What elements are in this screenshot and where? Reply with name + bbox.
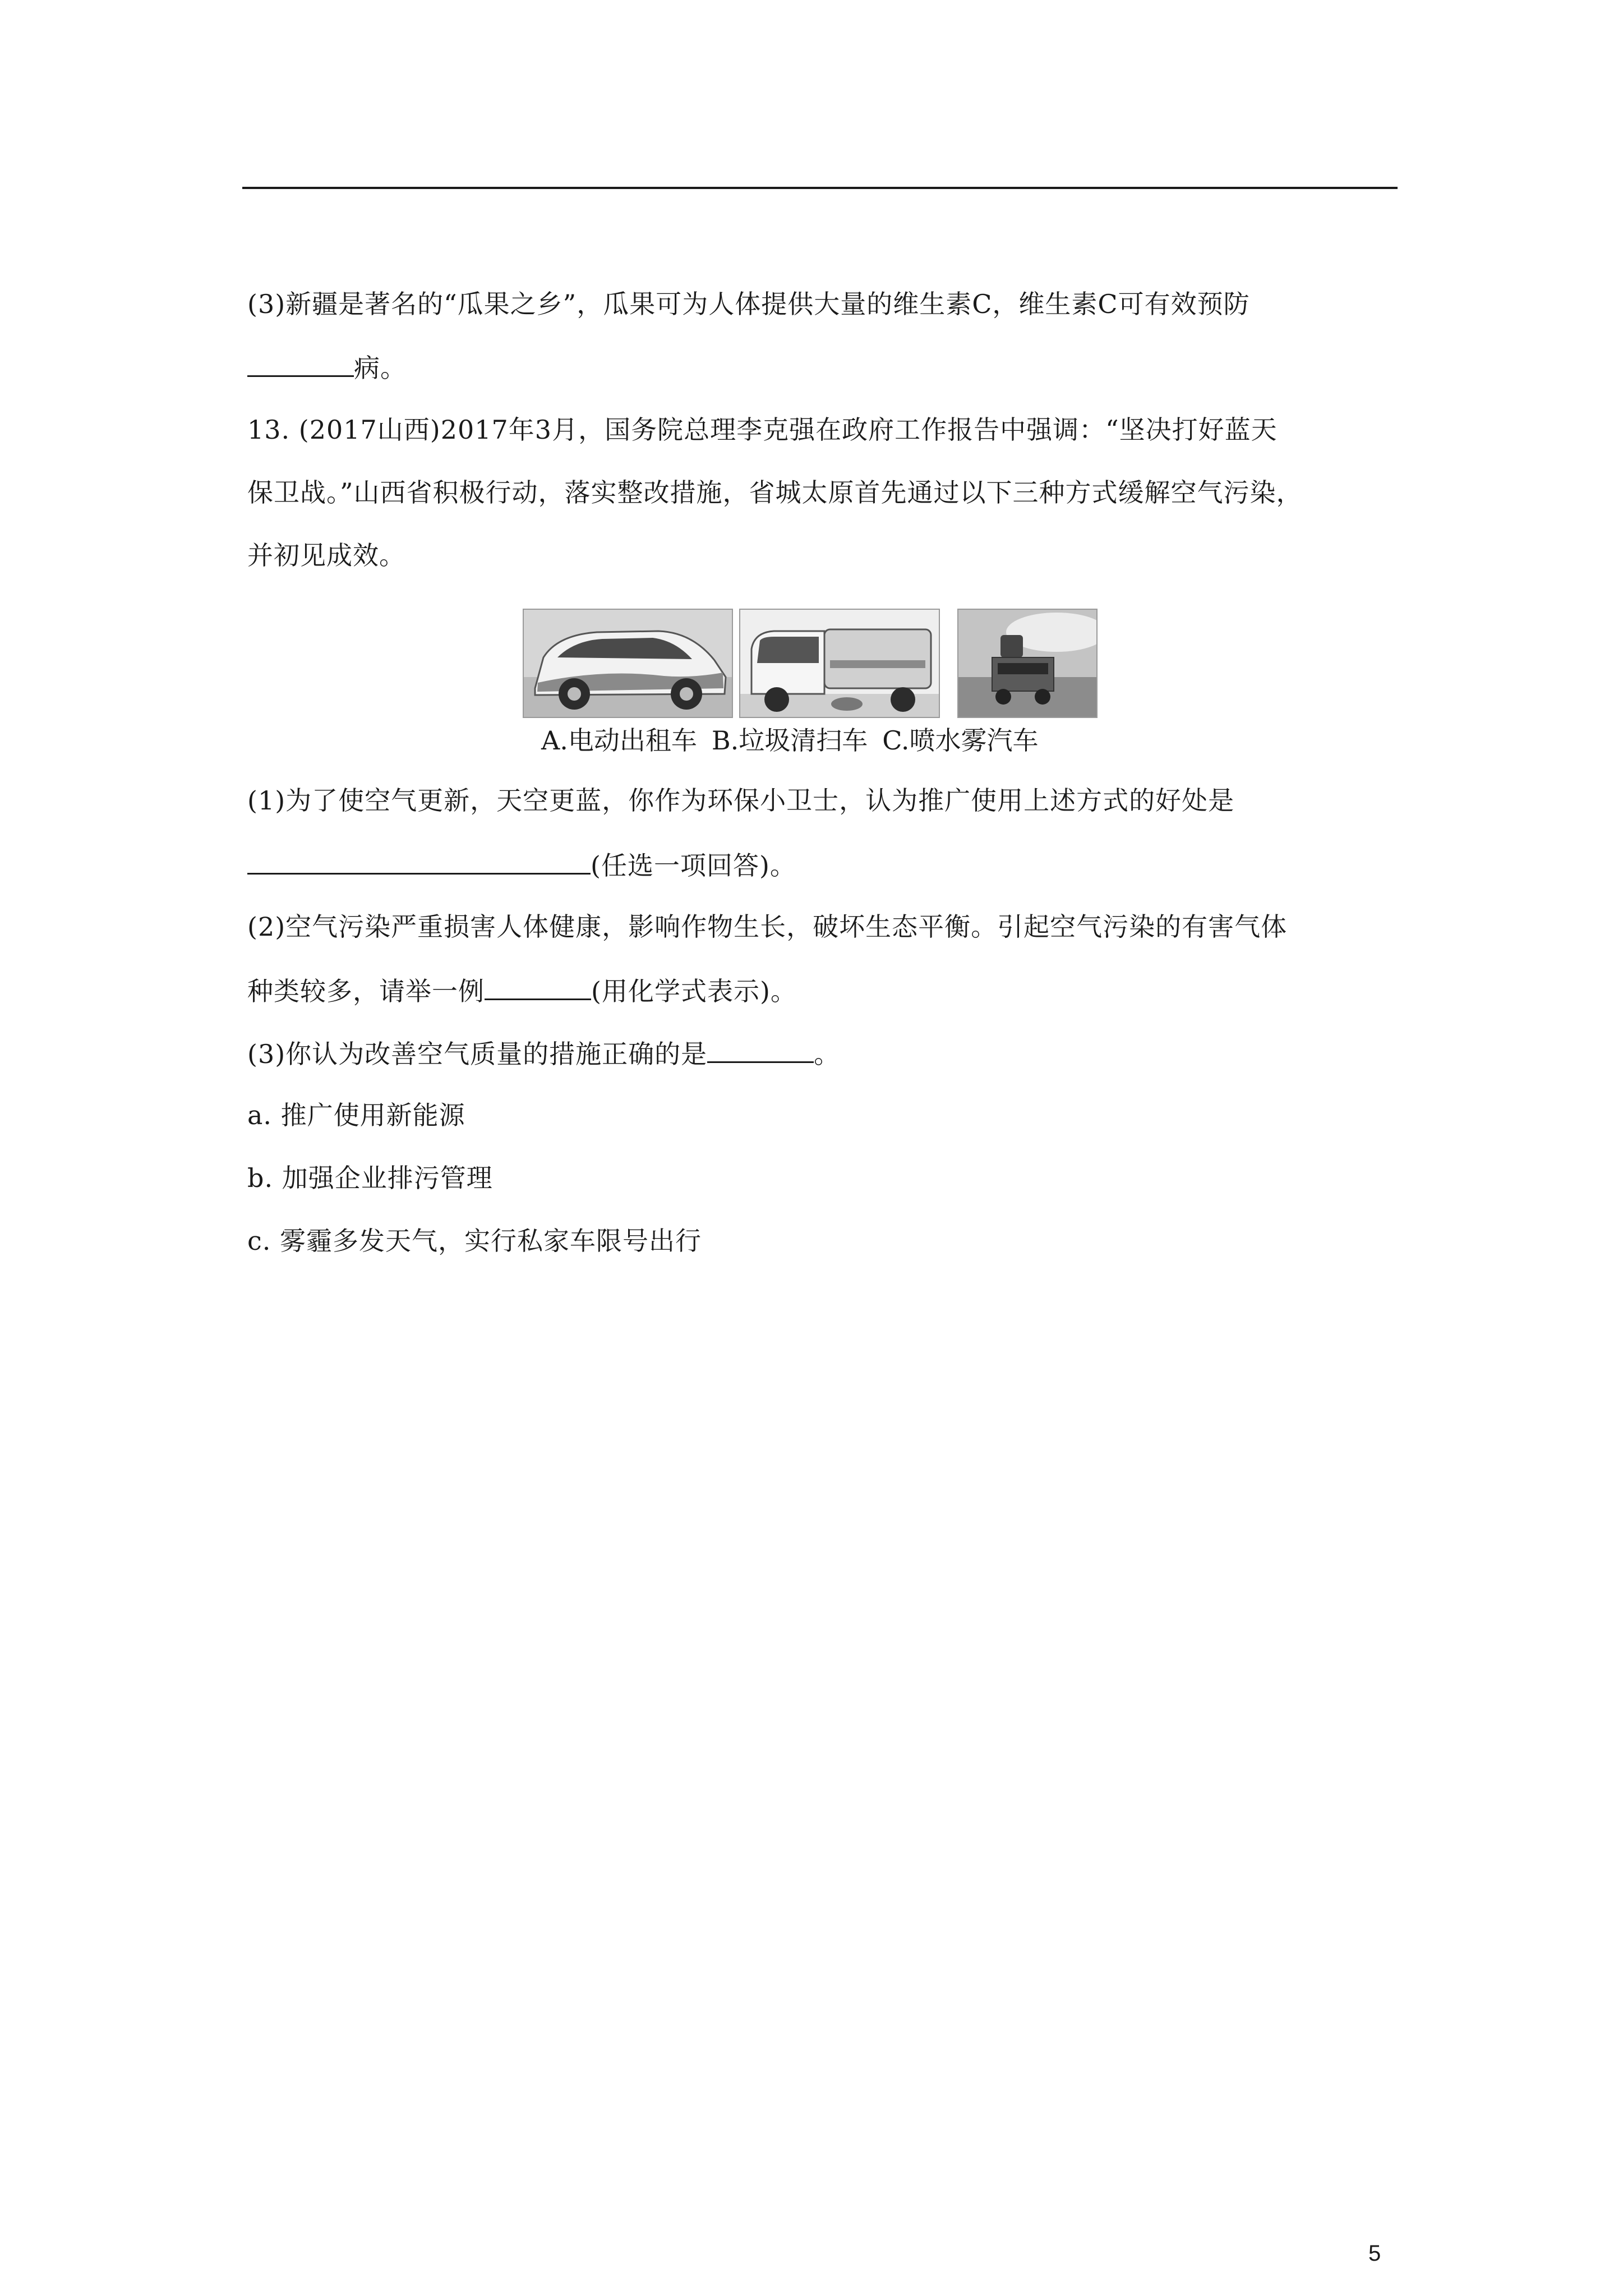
answer-blank[interactable] — [247, 847, 591, 875]
q13-part1-line2: (任选一项回答)。 — [247, 847, 796, 882]
water-mist-truck-photo — [957, 609, 1098, 718]
figure-caption-b: B.垃圾清扫车 — [711, 725, 868, 756]
q12-part3-line1: (3)新疆是著名的“瓜果之乡”，瓜果可为人体提供大量的维生素C，维生素C可有效预防 — [247, 289, 1250, 319]
q13-stem-line1: 13. (2017山西)2017年3月，国务院总理李克强在政府工作报告中强调：“坚决打好蓝天 — [247, 415, 1278, 445]
header-rule — [242, 187, 1398, 189]
q13-part2-line1: (2)空气污染严重损害人体健康，影响作物生长，破坏生态平衡。引起空气污染的有害气体 — [247, 912, 1288, 942]
option-b: b. 加强企业排污管理 — [247, 1163, 493, 1193]
electric-taxi-photo — [523, 609, 733, 718]
figure-caption-c: C.喷水雾汽车 — [882, 725, 1039, 756]
option-c: c. 雾霾多发天气，实行私家车限号出行 — [247, 1226, 702, 1256]
street-sweeper-truck-photo — [739, 609, 940, 718]
q12-part3-line2: 病。 — [247, 349, 407, 385]
q13-stem-line2: 保卫战。”山西省积极行动，落实整改措施，省城太原首先通过以下三种方式缓解空气污染， — [247, 477, 1303, 508]
q13-part2-line2: 种类较多，请举一例 (用化学式表示)。 — [247, 973, 797, 1008]
answer-blank[interactable] — [707, 1036, 814, 1063]
page-number: 5 — [1368, 2241, 1381, 2266]
q13-part3-line: (3)你认为改善空气质量的措施正确的是 。 — [247, 1036, 840, 1071]
answer-blank[interactable] — [247, 349, 354, 377]
q13-stem-line3: 并初见成效。 — [247, 540, 405, 570]
option-a: a. 推广使用新能源 — [247, 1100, 465, 1130]
figure-caption-a: A.电动出租车 — [541, 725, 697, 756]
q13-part1-line1: (1)为了使空气更新，天空更蓝，你作为环保小卫士，认为推广使用上述方式的好处是 — [247, 785, 1235, 816]
answer-blank[interactable] — [485, 973, 591, 1000]
figure-captions — [541, 724, 1053, 757]
